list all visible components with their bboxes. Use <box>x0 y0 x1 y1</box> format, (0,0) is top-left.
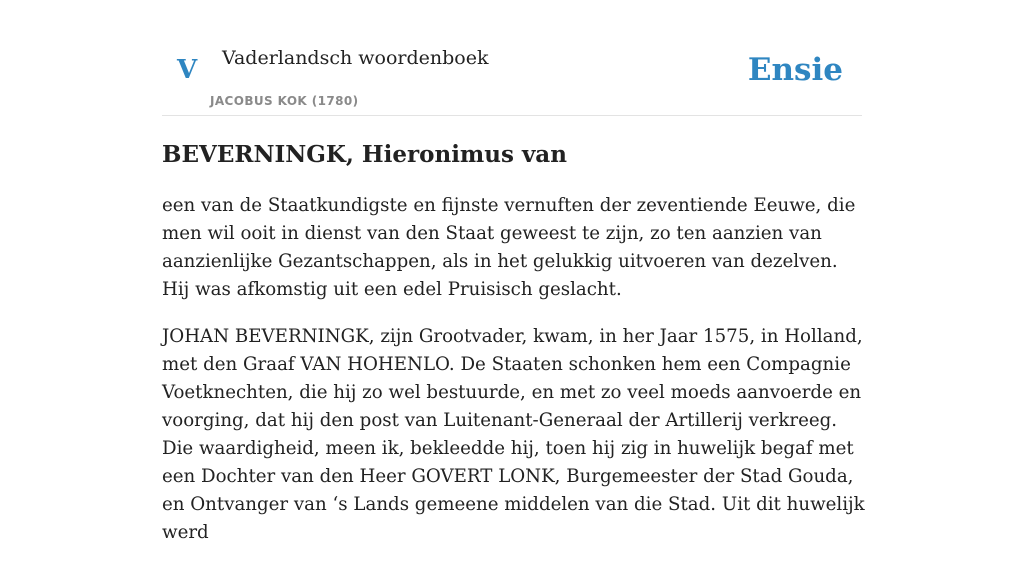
book-author: JACOBUS KOK (1780) <box>210 94 359 108</box>
entry-paragraph: een van de Staatkundigste en fijnste vernuften der zeventiende Eeuwe, die men wil ooit in dienst van den Staat geweest te zijn, zo ten aanzien van aanzienlijke Gezantschappen, als in het gelukkig uitvoeren van dezelven. Hij was afkomstig uit een edel Pruisisch geslacht. <box>162 195 856 300</box>
page-container <box>162 0 865 543</box>
entry-paragraph: JOHAN BEVERNINGK, zijn Grootvader, kwam, in her Jaar 1575, in Holland, met den Graaf VAN HOHENLO. De Staaten schonken hem een Compagnie Voetknechten, die hij zo wel bestuurde, en met zo veel moeds aanvoerde en voorging, dat hij den post van Luitenant-Generaal der Artillerij verkreeg. Die waardigheid, meen ik, bekleedde hij, toen hij zig in huwelijk begaf met een Dochter van den Heer GOVERT LONK, Burgemeester der Stad Gouda, en Ontvanger van ‘s Lands gemeene middelen van die Stad. Uit dit huwelijk werd <box>162 326 865 543</box>
entry-body <box>162 192 867 566</box>
book-title[interactable]: Vaderlandsch woordenboek <box>222 47 489 69</box>
site-header <box>162 0 862 116</box>
entry-title: BEVERNINGK, Hieronimus van <box>162 141 567 168</box>
ensie-logo[interactable]: Ensie <box>747 52 843 88</box>
index-letter[interactable]: V <box>177 55 198 85</box>
